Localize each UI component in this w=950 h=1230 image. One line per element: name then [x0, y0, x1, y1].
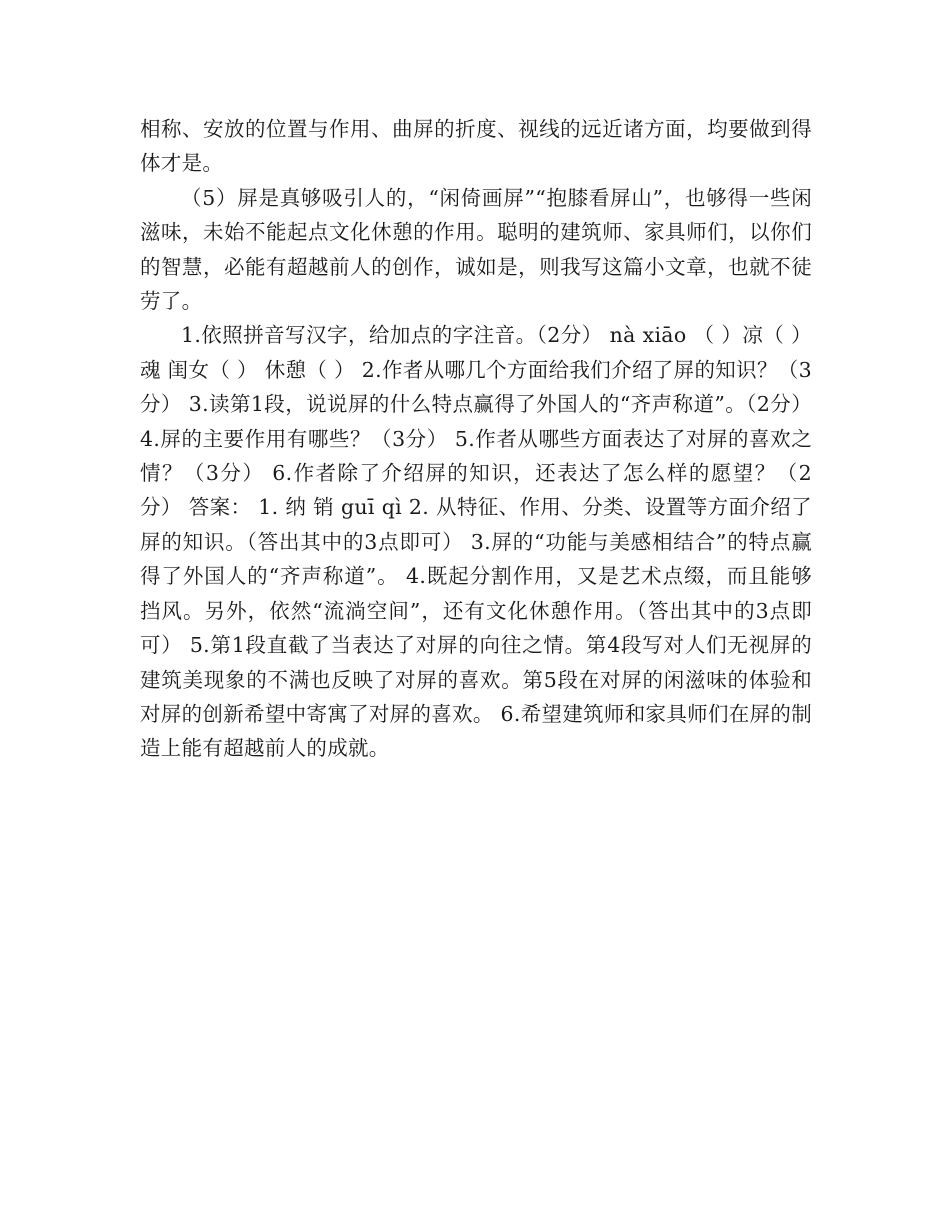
- paragraph-5: （5）屏是真够吸引人的，“闲倚画屏”“抱膝看屏山”，也够得一些闲滋味，未始不能起点文化休憩的作用。聪明的建筑师、家具师们，以你们的智慧，必能有超越前人的创作，诚如是，则我写这篇小文章，也就不徒劳了。: [140, 185, 812, 314]
- document-body: [140, 112, 812, 766]
- paragraph-continuation: 相称、安放的位置与作用、曲屏的折度、视线的远近诸方面，均要做到得体才是。: [140, 117, 812, 176]
- questions-and-answers: 1.依照拼音写汉字，给加点的字注音。（2分） nà xiāo （ ）凉（ ）魂 闺女（ ） 休憩（ ） 2.作者从哪几个方面给我们介绍了屏的知识？（3分） 3.读第1段，说说屏的什么特点赢得了外国人的“齐声称道”。（2分） 4.屏的主要作用有哪些？（3分） 5.作者从哪些方面表达了对屏的喜欢之情？（3分） 6.作者除了介绍屏的知识，还表达了怎么样的愿望？（2分） 答案： 1. 纳 销 guī qì 2. 从特征、作用、分类、设置等方面介绍了屏的知识。（答出其中的3点即可） 3.屏的“功能与美感相结合”的特点赢得了外国人的“齐声称道”。 4.既起分割作用，又是艺术点缀，而且能够挡风。另外，依然“流淌空间”，还有文化休憩作用。（答出其中的3点即可） 5.第1段直截了当表达了对屏的向往之情。第4段写对人们无视屏的建筑美现象的不满也反映了对屏的喜欢。第5段在对屏的闲滋味的体验和对屏的创新希望中寄寓了对屏的喜欢。 6.希望建筑师和家具师们在屏的制造上能有超越前人的成就。: [140, 323, 812, 761]
